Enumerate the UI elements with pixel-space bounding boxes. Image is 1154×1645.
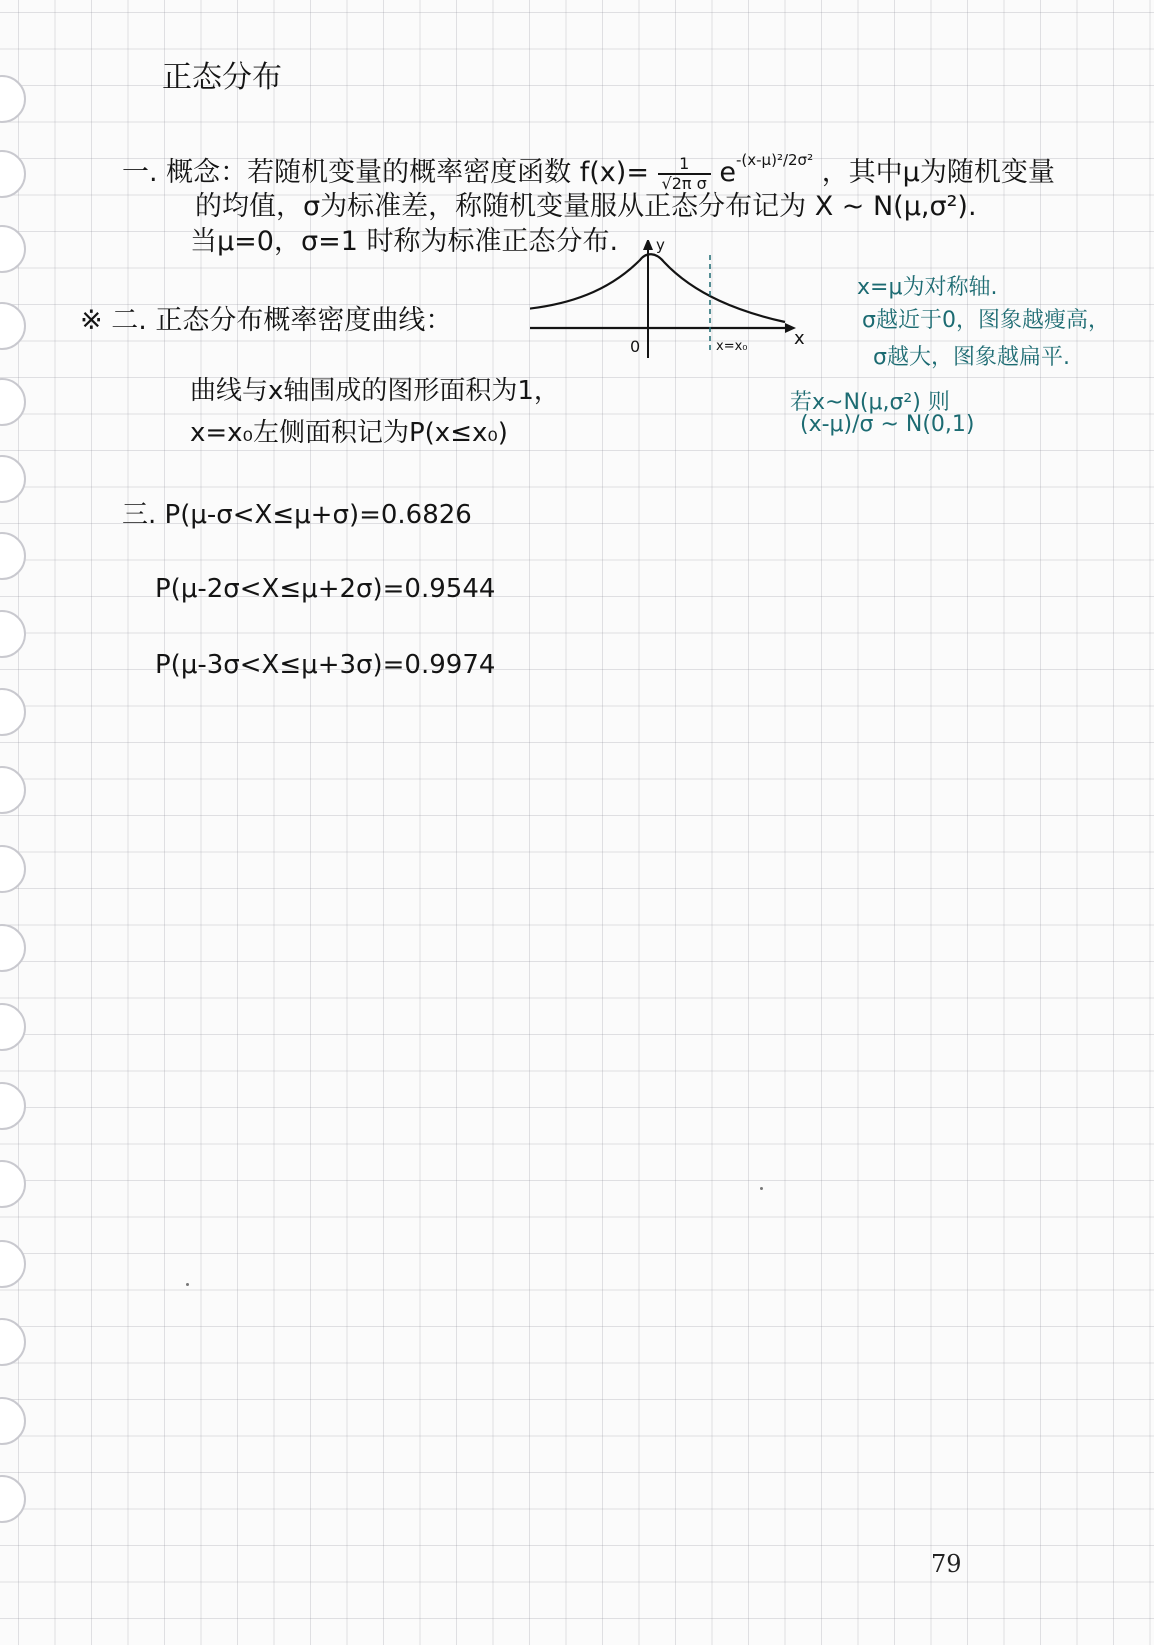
section2-label: 二. 正态分布概率密度曲线：: [111, 305, 453, 336]
binder-hole: [0, 688, 26, 736]
binder-hole: [0, 766, 26, 814]
x-axis-label: x: [794, 328, 805, 349]
origin-label: 0: [630, 337, 641, 356]
probability-1-sigma: 三. P(μ-σ<X≤μ+σ)=0.6826: [122, 500, 472, 530]
binder-hole: [0, 1475, 26, 1523]
density-curve: [530, 254, 785, 322]
probability-3-sigma: P(μ-3σ<X≤μ+3σ)=0.9974: [155, 650, 496, 680]
binder-hole: [0, 1240, 26, 1288]
section2-line1: 曲线与x轴围成的图形面积为1，: [190, 376, 560, 406]
binder-hole: [0, 378, 26, 426]
section1-tail: ，其中μ为随机变量: [821, 157, 1055, 188]
note-sigma-small: σ越近于0，图象越瘦高，: [862, 308, 1110, 333]
formula-numerator: 1: [658, 155, 711, 175]
note-symmetry-axis: x=μ为对称轴.: [857, 275, 998, 300]
section1-label: 一. 概念：若随机变量的概率密度函数: [122, 157, 572, 188]
binder-holes: [0, 0, 60, 1645]
stray-mark: [186, 1283, 189, 1286]
binder-hole: [0, 302, 26, 350]
page-number: 79: [931, 1550, 962, 1578]
section2-heading: [80, 298, 452, 337]
formula-denominator: √2π σ: [661, 173, 707, 193]
binder-hole: [0, 1397, 26, 1445]
section1-line3: 当μ=0，σ=1 时称为标准正态分布.: [190, 226, 619, 257]
normal-curve-graph: [530, 240, 830, 370]
section1-line2: 的均值，σ为标准差，称随机变量服从正态分布记为 X ~ N(μ,σ²).: [195, 191, 977, 222]
note-standardize-result: (x-μ)/σ ~ N(0,1): [800, 412, 975, 437]
binder-hole: [0, 1160, 26, 1208]
binder-hole: [0, 455, 26, 503]
formula-exponent: -(x-μ)²/2σ²: [736, 151, 814, 169]
formula-exp-base: e: [719, 157, 736, 188]
binder-hole: [0, 225, 26, 273]
binder-hole: [0, 75, 26, 123]
x0-label: x=x₀: [716, 339, 748, 354]
stray-mark: [760, 1187, 763, 1190]
binder-hole: [0, 1003, 26, 1051]
binder-hole: [0, 150, 26, 198]
note-sigma-large: σ越大，图象越扁平.: [873, 345, 1070, 370]
formula-lhs: f(x)=: [579, 157, 649, 188]
important-marker: ※: [80, 305, 103, 336]
binder-hole: [0, 1318, 26, 1366]
probability-2-sigma: P(μ-2σ<X≤μ+2σ)=0.9544: [155, 574, 496, 604]
y-axis-arrow: [643, 240, 653, 250]
binder-hole: [0, 845, 26, 893]
binder-hole: [0, 1082, 26, 1130]
binder-hole: [0, 532, 26, 580]
page-title: 正态分布: [162, 60, 282, 95]
y-axis-label: y: [656, 240, 665, 254]
binder-hole: [0, 610, 26, 658]
section2-line2: x=x₀左侧面积记为P(x≤x₀): [190, 418, 508, 448]
binder-hole: [0, 924, 26, 972]
note-standardize-if: 若x~N(μ,σ²) 则: [790, 390, 950, 415]
